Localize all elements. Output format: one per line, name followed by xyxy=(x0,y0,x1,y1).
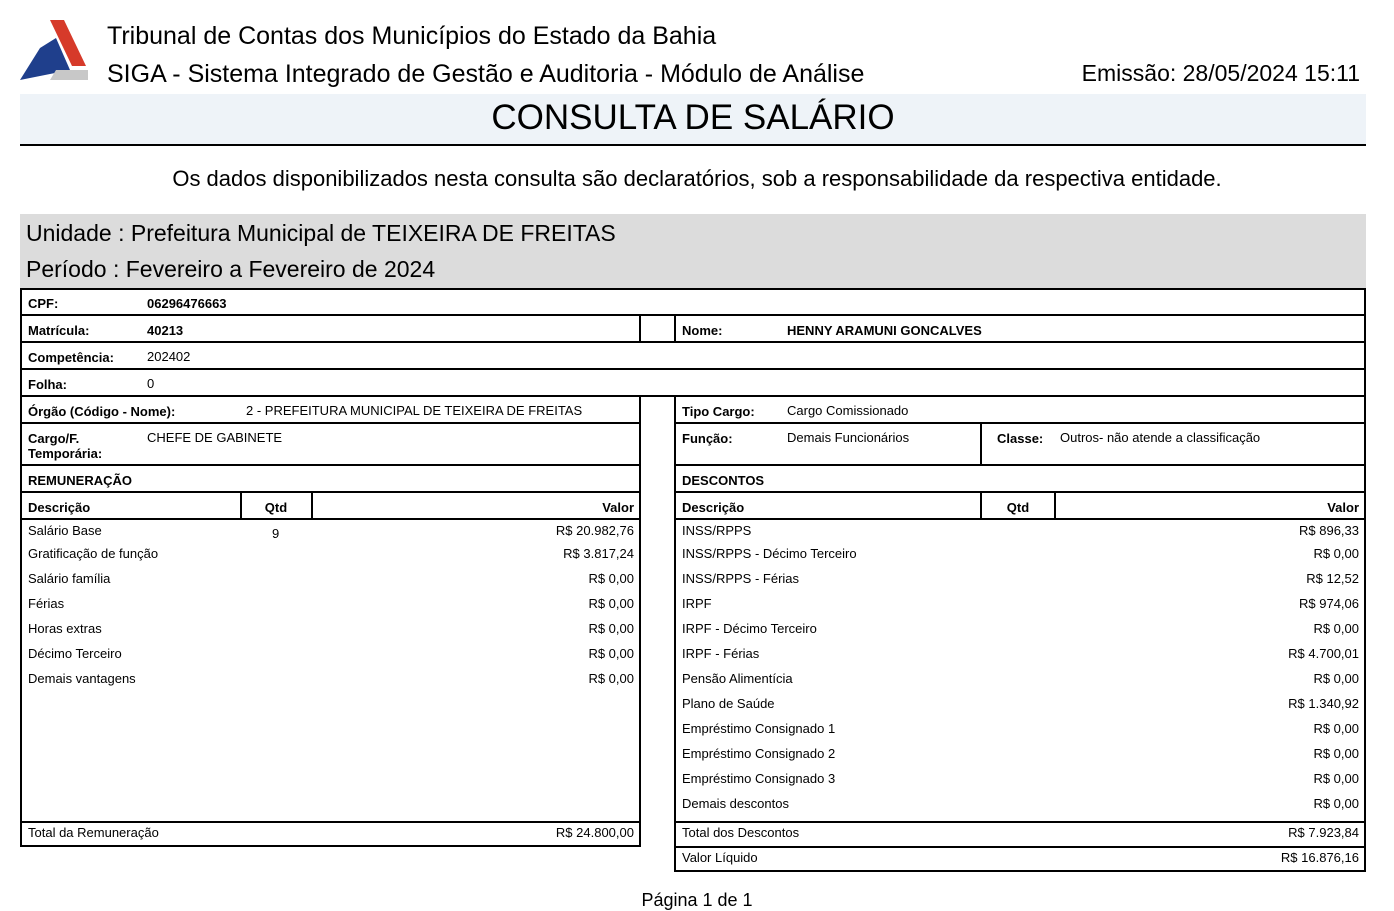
desc-row-desc: IRPF xyxy=(682,596,712,611)
org-name: Tribunal de Contas dos Municípios do Estado da Bahia xyxy=(107,22,717,50)
emission-date: Emissão: 28/05/2024 15:11 xyxy=(1081,60,1360,86)
desc-total-label: Total dos Descontos xyxy=(682,825,800,840)
funcao-row xyxy=(674,422,982,466)
spacer-cell xyxy=(639,314,676,343)
rem-row-valor: R$ 0,00 xyxy=(588,571,634,586)
matricula-value: 40213 xyxy=(147,323,184,338)
rem-row-desc: Salário Base xyxy=(28,523,102,538)
competencia-value: 202402 xyxy=(147,349,191,364)
col-descricao: Descrição xyxy=(682,500,745,515)
rem-total-value: R$ 24.800,00 xyxy=(555,825,634,840)
desc-row-desc: IRPF - Férias xyxy=(682,646,760,661)
desc-row-valor: R$ 4.700,01 xyxy=(1288,646,1359,661)
rem-row-valor: R$ 0,00 xyxy=(588,646,634,661)
folha-row xyxy=(20,368,1366,397)
page-number: Página 1 de 1 xyxy=(641,890,753,910)
tipo-cargo-label: Tipo Cargo: xyxy=(682,404,755,419)
col-qtd: Qtd xyxy=(264,500,288,515)
cpf-row xyxy=(20,288,1366,316)
desc-row-desc: Demais descontos xyxy=(682,796,789,811)
remuneracao-title: REMUNERAÇÃO xyxy=(28,473,132,488)
desc-row-valor: R$ 0,00 xyxy=(1313,621,1359,636)
desc-row-desc: Empréstimo Consignado 2 xyxy=(682,746,836,761)
col-descricao: Descrição xyxy=(28,500,91,515)
desc-row-desc: IRPF - Décimo Terceiro xyxy=(682,621,817,636)
rem-row-valor: R$ 0,00 xyxy=(588,671,634,686)
desc-row-valor: R$ 0,00 xyxy=(1313,721,1359,736)
competencia-row xyxy=(20,341,1366,370)
desc-row-desc: Pensão Alimentícia xyxy=(682,671,793,686)
desc-row-valor: R$ 1.340,92 xyxy=(1288,696,1359,711)
cpf-value: 06296476663 xyxy=(147,296,227,311)
orgao-row xyxy=(20,395,641,424)
col-valor: Valor xyxy=(1327,500,1359,515)
col-valor: Valor xyxy=(602,500,634,515)
page-title: CONSULTA DE SALÁRIO xyxy=(491,98,895,137)
rem-row-desc: Salário família xyxy=(28,571,111,586)
remuneracao-table xyxy=(20,464,641,847)
desc-row-desc: Plano de Saúde xyxy=(682,696,775,711)
desc-row-valor: R$ 0,00 xyxy=(1313,746,1359,761)
matricula-row xyxy=(20,314,641,343)
nome-row xyxy=(674,314,1366,343)
cargo-value: CHEFE DE GABINETE xyxy=(147,430,283,445)
desc-row-desc: INSS/RPPS xyxy=(682,523,752,538)
unit-name: Unidade : Prefeitura Municipal de TEIXEIRA DE FREITAS xyxy=(26,220,616,246)
period: Período : Fevereiro a Fevereiro de 2024 xyxy=(26,256,436,282)
rem-row-valor: R$ 20.982,76 xyxy=(555,523,634,538)
unit-header xyxy=(20,214,1366,288)
folha-value: 0 xyxy=(147,376,155,391)
desc-row-valor: R$ 896,33 xyxy=(1299,523,1359,538)
tipo-cargo-row xyxy=(674,395,1366,424)
desc-row-valor: R$ 0,00 xyxy=(1313,796,1359,811)
tcm-logo-icon xyxy=(20,20,90,80)
desc-row-valor: R$ 0,00 xyxy=(1313,671,1359,686)
rem-row-desc: Horas extras xyxy=(28,621,102,636)
descontos-title: DESCONTOS xyxy=(682,473,765,488)
desc-row-desc: INSS/RPPS - Décimo Terceiro xyxy=(682,546,857,561)
folha-label: Folha: xyxy=(28,377,67,392)
descontos-table xyxy=(674,464,1366,872)
funcao-label: Função: xyxy=(682,431,733,446)
cpf-label: CPF: xyxy=(28,296,59,311)
desc-row-desc: INSS/RPPS - Férias xyxy=(682,571,800,586)
desc-row-desc: Empréstimo Consignado 3 xyxy=(682,771,836,786)
classe-label: Classe: xyxy=(997,431,1044,446)
rem-row-desc: Demais vantagens xyxy=(28,671,136,686)
desc-row-valor: R$ 974,06 xyxy=(1299,596,1359,611)
system-name: SIGA - Sistema Integrado de Gestão e Auditoria - Módulo de Análise xyxy=(107,60,865,88)
rem-row-desc: Décimo Terceiro xyxy=(28,646,122,661)
nome-value: HENNY ARAMUNI GONCALVES xyxy=(787,323,982,338)
orgao-label: Órgão (Código - Nome): xyxy=(28,404,176,419)
rem-total-label: Total da Remuneração xyxy=(28,825,159,840)
liquido-value: R$ 16.876,16 xyxy=(1280,850,1359,865)
competencia-label: Competência: xyxy=(28,350,114,365)
classe-row xyxy=(980,422,1366,466)
liquido-label: Valor Líquido xyxy=(682,850,758,865)
rem-row-valor: R$ 0,00 xyxy=(588,596,634,611)
cargo-label-1: Cargo/F. xyxy=(28,431,80,446)
cargo-row xyxy=(20,422,641,466)
desc-row-valor: R$ 12,52 xyxy=(1306,571,1359,586)
rem-row-desc: Gratificação de função xyxy=(28,546,159,561)
funcao-value: Demais Funcionários xyxy=(787,430,910,445)
rem-row-qtd: 9 xyxy=(272,526,280,541)
desc-row-desc: Empréstimo Consignado 1 xyxy=(682,721,836,736)
rem-row-valor: R$ 0,00 xyxy=(588,621,634,636)
title-bar xyxy=(20,94,1366,146)
desc-row-valor: R$ 0,00 xyxy=(1313,771,1359,786)
classe-value: Outros- não atende a classificação xyxy=(1060,430,1261,445)
cargo-label-2: Temporária: xyxy=(28,446,103,461)
disclaimer: Os dados disponibilizados nesta consulta são declaratórios, sob a responsabilidade da respectiva entidade. xyxy=(172,166,1222,191)
desc-row-valor: R$ 0,00 xyxy=(1313,546,1359,561)
rem-row-valor: R$ 3.817,24 xyxy=(563,546,634,561)
tipo-cargo-value: Cargo Comissionado xyxy=(787,403,909,418)
rem-row-desc: Férias xyxy=(28,596,65,611)
desc-total-value: R$ 7.923,84 xyxy=(1288,825,1359,840)
col-qtd: Qtd xyxy=(1006,500,1030,515)
orgao-value: 2 - PREFEITURA MUNICIPAL DE TEIXEIRA DE FREITAS xyxy=(246,403,583,418)
matricula-label: Matrícula: xyxy=(28,323,90,338)
nome-label: Nome: xyxy=(682,323,723,338)
